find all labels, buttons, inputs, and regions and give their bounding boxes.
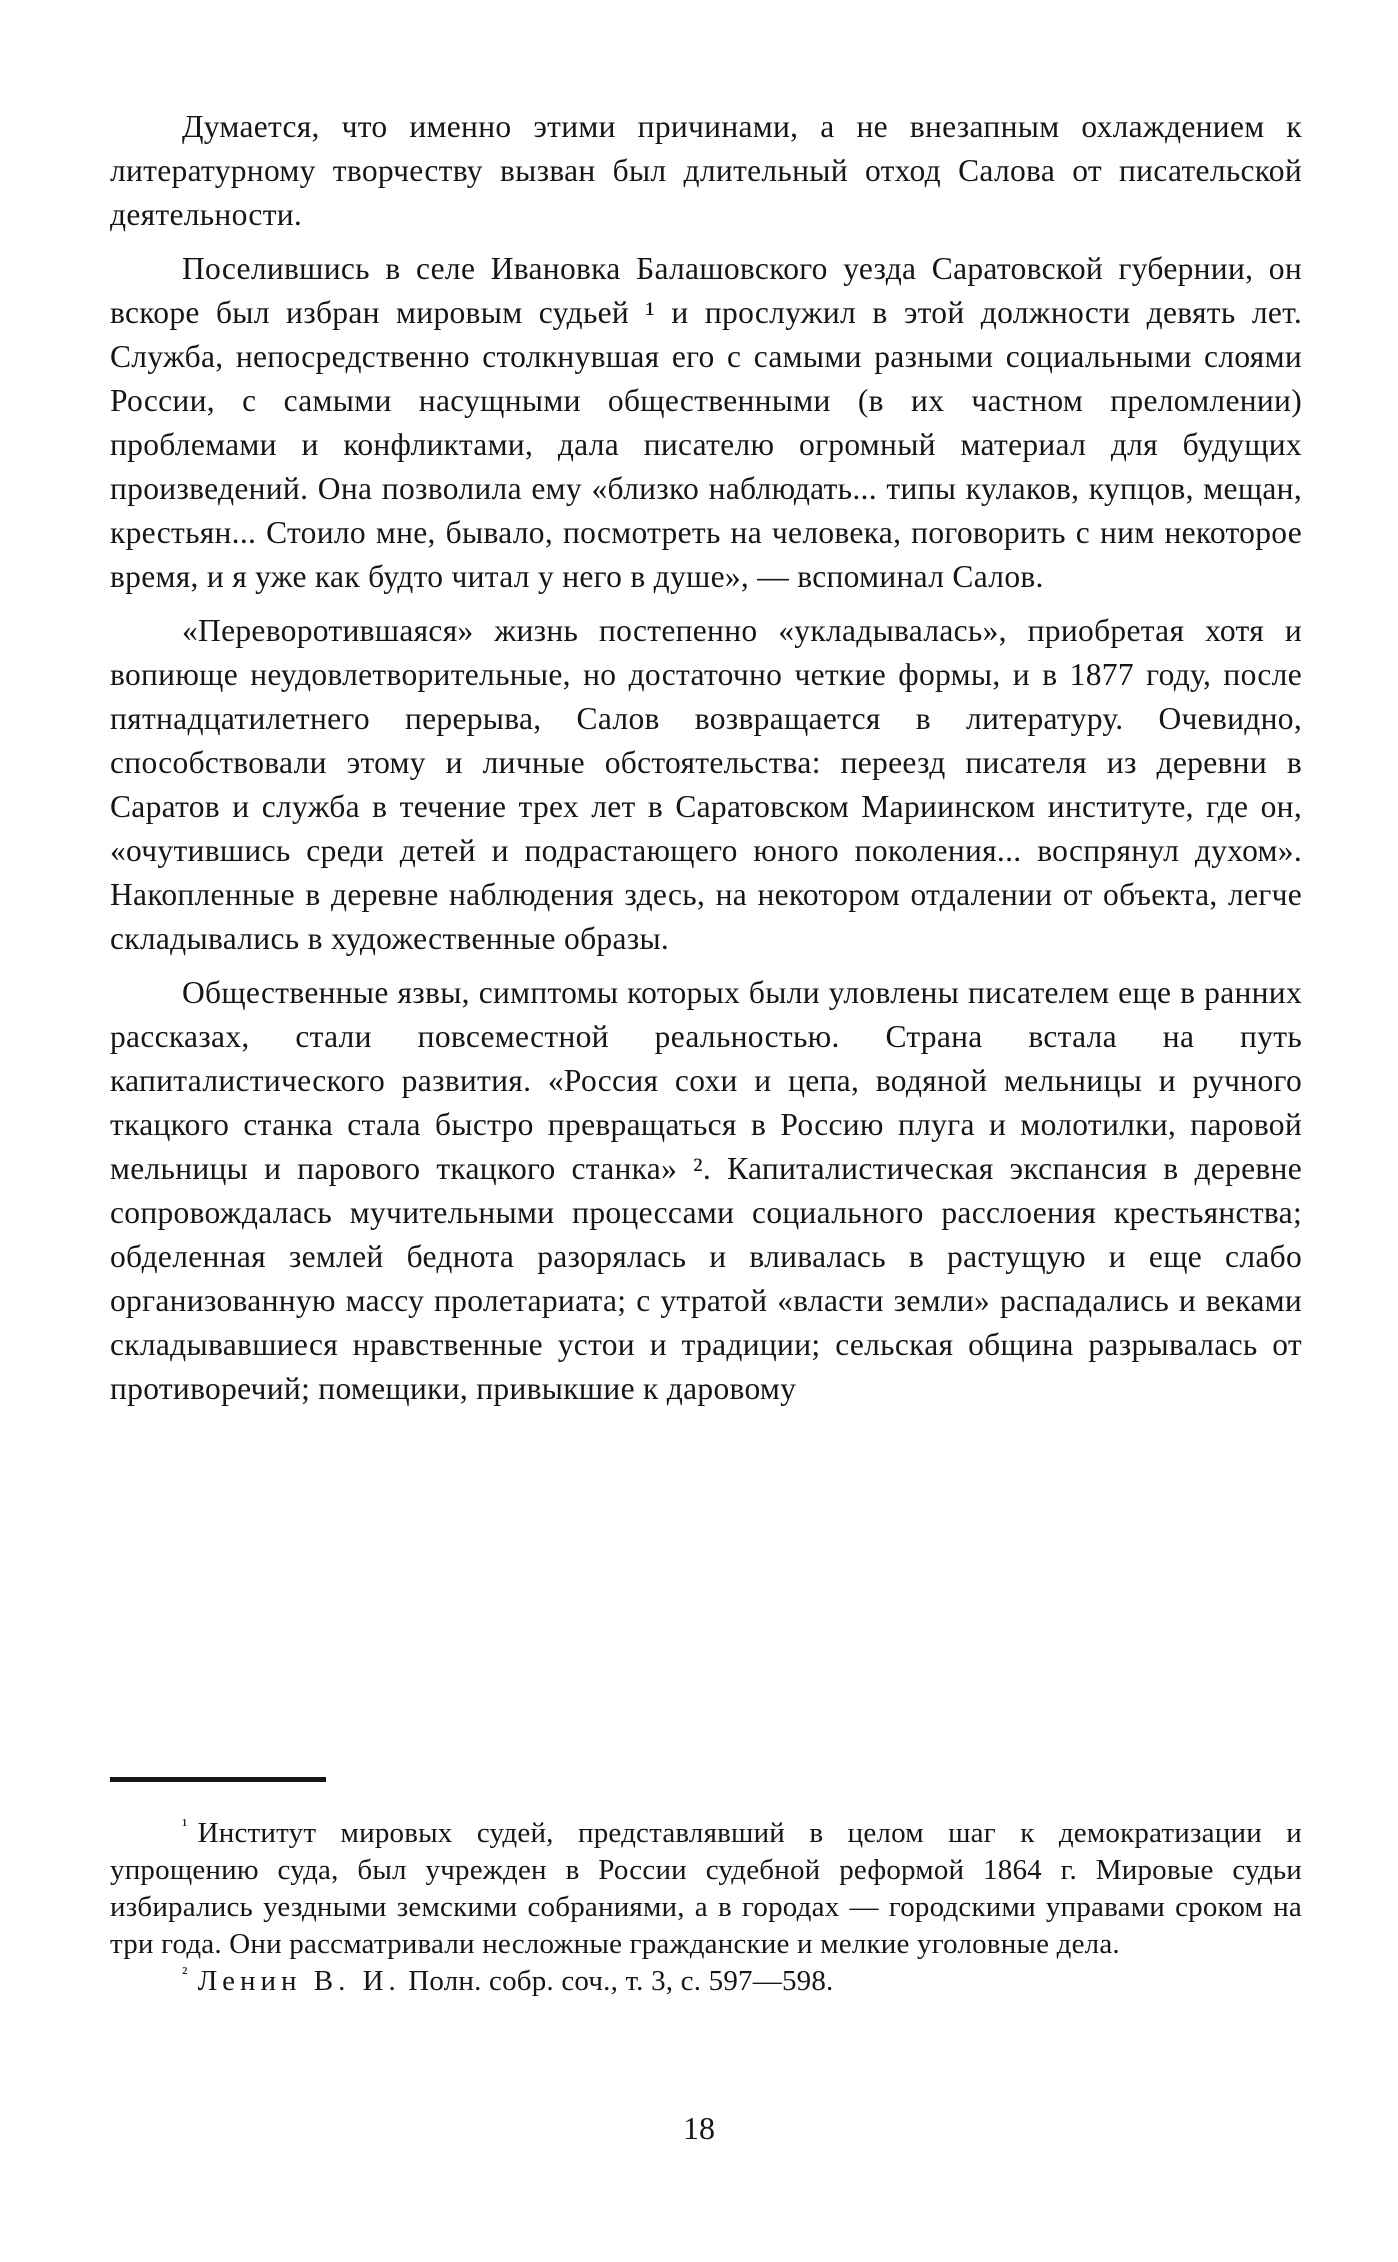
footnote-text: Полн. собр. соч., т. 3, с. 597—598.	[408, 1965, 834, 1997]
footnotes	[110, 1815, 1302, 2000]
paragraph: Общественные язвы, симптомы которых были уловлены писателем еще в ранних рассказах, стали повсеместной реальностью. Страна встала на путь капиталистического развития. «Россия сохи и цепа, водяной мельницы и ручного ткацкого станка стала быстро превращаться в Россию плуга и молотилки, паровой мельницы и парового ткацкого станка» ². Капиталистическая экспансия в деревне сопровождалась мучительными процессами социального расслоения крестьянства; обделенная землей беднота разорялась и вливалась в растущую и еще слабо организованную массу пролетариата; с утратой «власти земли» распадались и веками складывавшиеся нравственные устои и традиции; сельская община разрывалась от противоречий; помещики, привыкшие к даровому	[110, 975, 1302, 1406]
footnote-text: Институт мировых судей, представлявший в целом шаг к демократизации и упрощению суда, был учрежден в России судебной реформой 1864 г. Мировые судьи избирались уездными земскими собраниями, а в городах — городскими управами сроком на три года. Они рассматривали несложные гражданские и мелкие уголовные дела.	[110, 1817, 1302, 1960]
footnote-author: Ленин В. И.	[197, 1965, 401, 1997]
page-number: 18	[683, 2110, 715, 2146]
footnote-separator	[110, 1777, 326, 1782]
footnote-mark: ²	[182, 1963, 188, 1984]
footnote-mark: ¹	[182, 1815, 188, 1836]
footnote-2	[110, 1963, 1302, 2000]
main-text	[110, 105, 1302, 1411]
footnote-1	[110, 1815, 1302, 1963]
paragraph: Поселившись в селе Ивановка Балашовского уезда Саратовской губернии, он вскоре был избран мировым судьей ¹ и прослужил в этой должности девять лет. Служба, непосредственно столкнувшая его с самыми разными социальными слоями России, с самыми насущными общественными (в их частном преломлении) проблемами и конфликтами, дала писателю огромный материал для будущих произведений. Она позволила ему «близко наблюдать... типы кулаков, купцов, мещан, крестьян... Стоило мне, бывало, посмотреть на человека, поговорить с ним некоторое время, и я уже как будто читал у него в душе», — вспоминал Салов.	[110, 251, 1302, 594]
paragraph: Думается, что именно этими причинами, а не внезапным охлаждением к литературному творчеству вызван был длительный отход Салова от писательской деятельности.	[110, 109, 1302, 232]
page-body	[110, 105, 1302, 1421]
paragraph: «Переворотившаяся» жизнь постепенно «укладывалась», приобретая хотя и вопиюще неудовлетворительные, но достаточно четкие формы, и в 1877 году, после пятнадцатилетнего перерыва, Салов возвращается в литературу. Очевидно, способствовали этому и личные обстоятельства: переезд писателя из деревни в Саратов и служба в течение трех лет в Саратовском Мариинском институте, где он, «очутившись среди детей и подрастающего юного поколения... воспрянул духом». Накопленные в деревне наблюдения здесь, на некотором отдалении от объекта, легче складывались в художественные образы.	[110, 613, 1302, 956]
